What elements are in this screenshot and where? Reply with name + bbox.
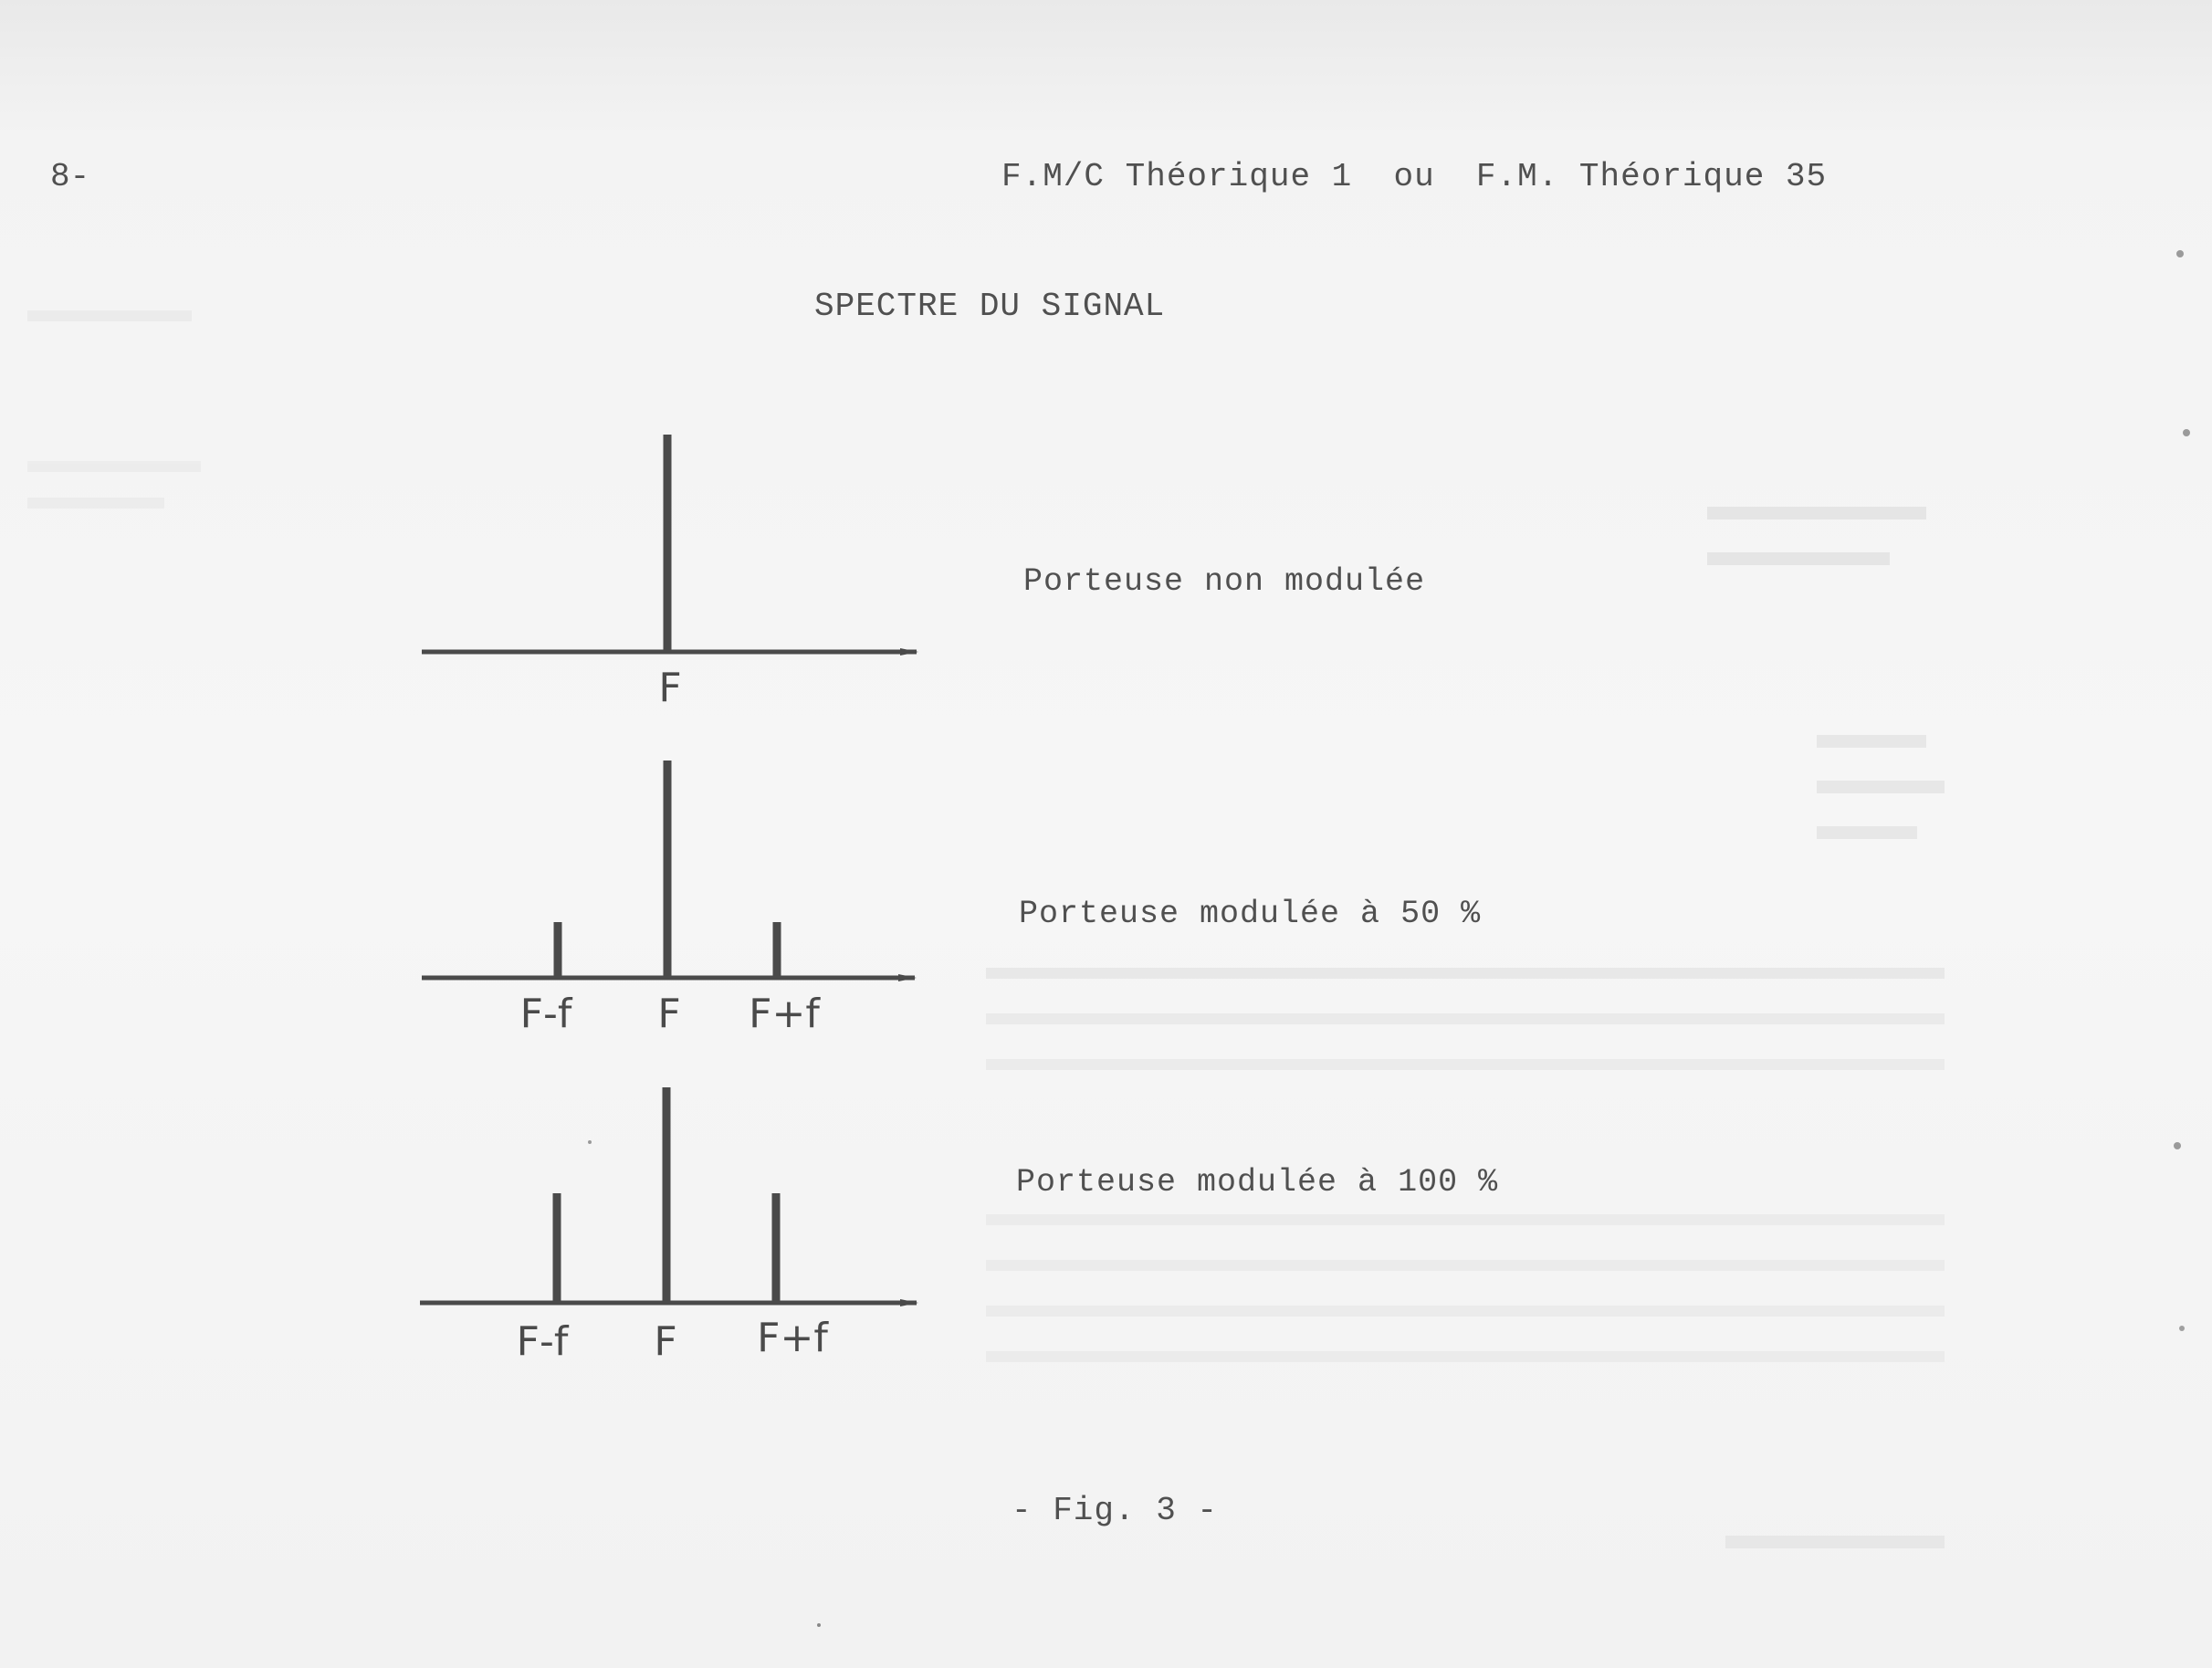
caption-modulated-50: Porteuse modulée à 50 % xyxy=(1019,896,1482,932)
scan-speck xyxy=(588,1140,592,1144)
lower-sideband-label: F-f xyxy=(516,1318,569,1365)
page-number: 8- xyxy=(50,158,90,195)
scan-speck xyxy=(2176,250,2184,257)
upper-sideband-label: F+f xyxy=(757,1315,828,1361)
figure-caption: - Fig. 3 - xyxy=(1012,1492,1219,1529)
carrier-label: F xyxy=(658,665,682,711)
spectrum-unmodulated xyxy=(422,435,917,711)
caption-unmodulated: Porteuse non modulée xyxy=(1023,563,1426,600)
carrier-label: F xyxy=(657,991,681,1037)
document-reference: F.M/C Théorique 1 ou F.M. Théorique 35 xyxy=(1001,158,1828,195)
scan-speck xyxy=(2179,1326,2185,1331)
show-through-text xyxy=(27,310,1945,1548)
spectrum-modulated-50 xyxy=(422,761,915,1037)
lower-sideband-label: F-f xyxy=(519,991,572,1037)
scan-speck xyxy=(2174,1142,2181,1149)
spectrum-modulated-100 xyxy=(420,1087,917,1365)
page-title: SPECTRE DU SIGNAL xyxy=(814,288,1166,325)
scan-speck xyxy=(2183,429,2190,436)
caption-modulated-100: Porteuse modulée à 100 % xyxy=(1016,1164,1499,1201)
scan-speck xyxy=(817,1623,821,1627)
carrier-label: F xyxy=(654,1318,677,1365)
upper-sideband-label: F+f xyxy=(749,991,820,1037)
